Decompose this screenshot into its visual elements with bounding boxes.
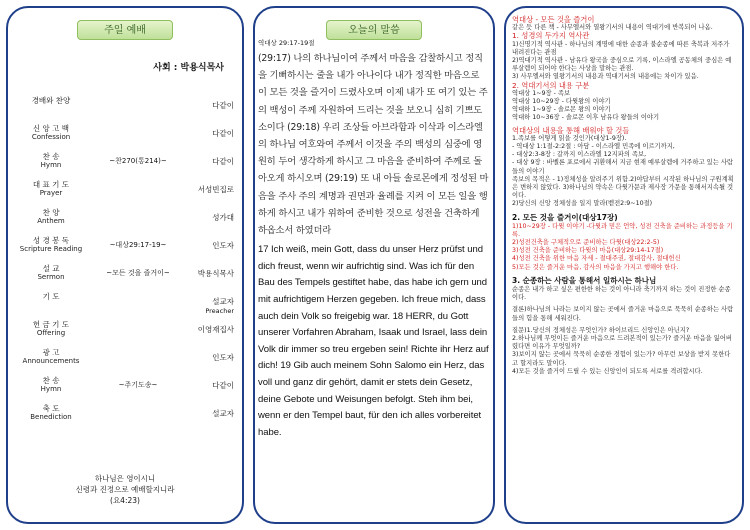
note-line: 2. 역대기서의 내용 구분 <box>512 80 590 90</box>
note-line: 3)보이지 않는 곳에서 묵묵히 순종한 경험이 있는가? 아무런 보상을 받지 못한다고 할지라도 말이다. <box>512 351 731 367</box>
order-item-leader <box>212 240 234 251</box>
scripture-title: 오늘의 말씀 <box>326 20 422 40</box>
order-item-label <box>16 96 86 105</box>
footer-line-3: (요4:23) <box>110 496 140 505</box>
order-item <box>14 292 234 320</box>
order-item-leader-name: 인도자 <box>212 353 234 362</box>
footer-line-1: 하나님은 영이시니 <box>94 474 156 483</box>
order-item-leader <box>198 324 234 335</box>
note-line: 역대상 1~9장 - 족보 <box>512 89 571 97</box>
order-item-ko: 헌 금 기 도 <box>32 320 70 329</box>
order-item-leader <box>198 184 234 195</box>
order-item-en: Benediction <box>30 413 72 421</box>
order-item-leader-name: 박용식목사 <box>197 269 234 278</box>
note-line: 2)당신의 신앙 정체성을 일지 말라(벧전2:9~10절) <box>512 200 653 208</box>
order-item-en: Hymn <box>40 161 62 169</box>
order-item-leader-name: 다같이 <box>212 101 234 110</box>
order-item <box>14 404 234 432</box>
worship-title: 주일 예배 <box>77 20 173 40</box>
note-line: 2)성전건축을 구체적으로 준비하는 다윗(대상22:2-5) <box>512 239 660 247</box>
note-line: 1. 성경의 두가지 역사관 <box>512 31 590 41</box>
order-item-leader-name: 서성빈집로 <box>197 185 234 194</box>
order-list <box>14 96 234 432</box>
order-item-leader <box>212 380 234 391</box>
scripture-reference: 역대상 29:17-19절 <box>258 39 315 47</box>
note-line: 역대하 1~9장 - 솔로몬 왕의 이야기 <box>512 106 611 114</box>
order-item-label <box>16 264 86 282</box>
note-line: 질문)1.당신의 정체성은 무엇인가? 하이브리드 신앙인은 아닌지? <box>512 326 690 334</box>
order-item <box>14 236 234 264</box>
note-line: 3) 사무엘서와 열왕기서의 내용과 역대기서의 내용에는 차이가 있음. <box>512 73 699 81</box>
order-item <box>14 348 234 376</box>
order-item-label <box>16 208 86 226</box>
order-item-label <box>16 376 86 394</box>
note-line: - 역대상 1:1절-2:2절 : 아담 - 이스라엘 민족에 이르기까지, <box>512 143 675 151</box>
order-item-en: Anthem <box>37 217 65 225</box>
note-line: 1)신명기적 역사관 - 하나님의 계명에 대한 순종과 불순종에 따른 축복과 저주가 내려진다는 관점 <box>512 40 730 56</box>
order-item-ko: 축 도 <box>42 404 60 413</box>
order-item-detail: ~대상29:17-19~ <box>109 241 167 249</box>
scripture-panel <box>253 6 495 524</box>
order-item-leader <box>198 268 234 279</box>
order-item-leader-name: 다같이 <box>212 129 234 138</box>
korean-text: (29:17) 나의 하나님이여 주께서 마음을 감찰하시고 정직을 기뻐하시는 줄을 내가 아나이다 내가 정직한 마음으로 이 모든 것을 즐거이 드렸사오며 이제 내가 또 여기 있는 주의 백성이 주께 자원하여 드리는 것을 보오니 심히 기쁘도소이다 (29:18) 우리 조상들 아브라함과 이삭과 이스라엘의 하나님 여호와여 주께서 이것을 주의 백성의 심중에 영원히 두어 생각하게 하시고 그 마음을 준비하여 주께로 돌아오게 하시오며 (29:19) 또 내 아들 솔로몬에게 정성된 마음을 주사 주의 계명과 권면과 율례를 지켜 이 모든 일을 행하게 하시고 내가 위하여 준비한 것으로 성전을 건축하게 하옵소서 하였더라 <box>258 53 489 237</box>
order-item-ko: 광 고 <box>42 348 60 357</box>
note-line: 2)역대기적 역사관 - 남유다 왕국을 중심으로 기록, 이스라엘 공동체의 중심은 예루살렘이 되어야 한다는 사상을 말하는 관점. <box>512 57 732 73</box>
order-item <box>14 320 234 348</box>
order-of-worship-panel <box>6 6 244 524</box>
note-line: - 대상2:3-8장 : 갈까지 이스라엘 12지파의 족보, <box>512 151 647 159</box>
order-item-leader <box>212 408 234 419</box>
order-item-ko: 설 교 <box>42 264 60 273</box>
order-item-ko: 찬 송 <box>42 376 60 385</box>
order-item-leader-name: 설교자 <box>212 409 234 418</box>
order-item-ko: 대 표 기 도 <box>32 180 70 189</box>
order-item-en: Sermon <box>37 273 65 281</box>
note-line: 같은 듯 다른 책 - 사무엘서와 열왕기서의 내용이 역대기에 반복되어 나옴. <box>512 24 713 32</box>
order-item-en: Hymn <box>40 385 62 393</box>
note-line: 결론)하나님의 나라는 보이지 않는 곳에서 즐거운 마음으로 묵묵히 순종하는 사람들의 힘을 통해 세워진다. <box>512 306 734 322</box>
note-line: 역대상의 내용을 통해 배워야 할 것들 <box>512 125 630 135</box>
order-item-label <box>16 124 86 142</box>
order-item-leader <box>212 156 234 167</box>
note-line: 족보의 목적은 - 1)정체성을 알려주기 위함.2)야답부터 시작된 하나님의 구원계획은 변하지 않았다. 3)하나님의 약속은 다윗가문과 제사장 가문을 통해서지속될 것이다. <box>512 175 734 200</box>
worship-footer <box>8 473 242 506</box>
order-item-detail: ~주기도송~ <box>118 381 158 389</box>
note-line: 역대상 - 모든 것을 즐거이 <box>512 15 595 24</box>
order-item <box>14 264 234 292</box>
order-item <box>14 376 234 404</box>
note-line: 2. 모든 것을 즐거이(대상17장) <box>512 212 618 222</box>
order-item-leader <box>212 128 234 139</box>
scripture-body <box>258 38 489 441</box>
order-item-detail: ~모든 것을 즐거이~ <box>106 269 170 277</box>
order-item-leader <box>212 352 234 363</box>
order-item-en: Confession <box>31 133 71 141</box>
note-line: 4)성전 건축을 위한 마음 자세 - 절대주권, 절대감사, 절대헌신 <box>512 255 681 263</box>
order-item-en: Announcements <box>22 357 80 365</box>
order-item <box>14 96 234 124</box>
order-item-leader-name: 인도자 <box>212 241 234 250</box>
note-line: 순종은 내가 하고 싶은 편한한 하는 것이 아니라 축기까지 하는 것이 진정한 순종이다. <box>512 285 731 302</box>
note-line: 5)모든 것은 즐거운 마음, 감사의 마음을 가지고 행해야 한다. <box>512 263 679 271</box>
order-item-label <box>16 348 86 366</box>
note-line: 1)10~29장 - 다윗 이야기 -다윗과 믿은 언약, 성전 건축을 준비하는 과정등을 기록. <box>512 222 733 238</box>
order-item-en: Prayer <box>39 189 63 197</box>
order-item-leader-name: 성가대 <box>212 213 234 222</box>
order-item-ko: 기 도 <box>42 292 60 301</box>
order-item-label <box>16 292 86 301</box>
note-line: 2.하나님께 무엇이든 즐거운 마음으로 드려본적이 있는가? 즐거운 마음을 잃어버렸다면 이유가 무엇일까? <box>512 334 733 351</box>
order-item-ko: 찬 양 <box>42 208 60 217</box>
german-text: 17 Ich weiß, mein Gott, dass du unser Herz prüfst und dich freust, wenn wir aufrichtig sind. Was ich für den Bau des Tempels gestiftet habe, das habe ich gern und mit aufrichtigem Herzen gegeben. Ich freue mich, dass auch dein Volk so freigebig war. 18 HERR, du Gott unserer Vorfahren Abraham, Isaak und Israel, lass dein Volk dir immer so treu ergeben sein! Richte ihr Herz auf dich! 19 Gib auch meinem Sohn Salomo ein Herz, das voll und ganz dir gehört, damit er stets dein Gesetz, deine Gebote und Weisungen befolgt. Steh ihm bei, wenn er den Tempel baut, für den ich alles vorbereitet habe. <box>258 244 489 438</box>
order-item-leader-name: 다같이 <box>212 157 234 166</box>
footer-line-2: 신령과 진정으로 예배할지니라 <box>75 485 175 494</box>
order-item-label <box>16 180 86 198</box>
order-item-label <box>16 404 86 422</box>
note-line: 역대하 10~36장 - 솔로몬 이후 남유다 왕들의 이야기 <box>512 114 660 122</box>
order-item-en: Offering <box>36 329 66 337</box>
order-item-leader-name: 이영재집사 <box>197 325 234 334</box>
order-item-label <box>16 320 86 338</box>
order-item-en: Scripture Reading <box>19 245 83 253</box>
host-line: 사회 : 박용식목사 <box>153 63 224 73</box>
order-item <box>14 124 234 152</box>
note-line: - 대상 9장 : 바벨론 포로에서 귀환해서 지금 현재 예루살렘에 거주하고 있는 사람들의 이야기 <box>512 159 733 175</box>
order-item <box>14 152 234 180</box>
note-line: 3. 순종하는 사람을 통해서 일하시는 하나님 <box>512 275 657 285</box>
order-item-leader <box>212 100 234 111</box>
order-item-leader <box>212 212 234 223</box>
order-item-leader-name: 설교자 <box>212 297 234 306</box>
order-item-ko: 경배와 찬양 <box>31 96 71 105</box>
order-item-leader-sub: Preacher <box>205 307 234 315</box>
note-line: 4)모든 것을 즐거이 드릴 수 있는 신앙인이 되도록 서로를 격려합시다. <box>512 367 703 375</box>
order-item-ko: 신 앙 고 백 <box>32 124 70 133</box>
order-item-detail: ~찬270(통214)~ <box>109 157 167 165</box>
order-item-ko: 찬 송 <box>42 152 60 161</box>
sermon-notes-panel <box>504 6 744 524</box>
order-item-label <box>16 236 86 254</box>
order-item <box>14 180 234 208</box>
order-item-leader-name: 다같이 <box>212 381 234 390</box>
order-item-label <box>16 152 86 170</box>
sermon-notes <box>512 16 736 376</box>
note-line: 1.족보를 어떻게 읽을 것인가(대상1-9장). <box>512 134 627 142</box>
order-item-leader <box>205 296 234 315</box>
order-item <box>14 208 234 236</box>
order-item-ko: 성 경 봉 독 <box>32 236 70 245</box>
note-line: 3)성전 건축을 준비하는 다윗의 마음(대상29:14-17절) <box>512 247 664 255</box>
note-line: 역대상 10~29장 - 다윗왕의 이야기 <box>512 98 611 106</box>
